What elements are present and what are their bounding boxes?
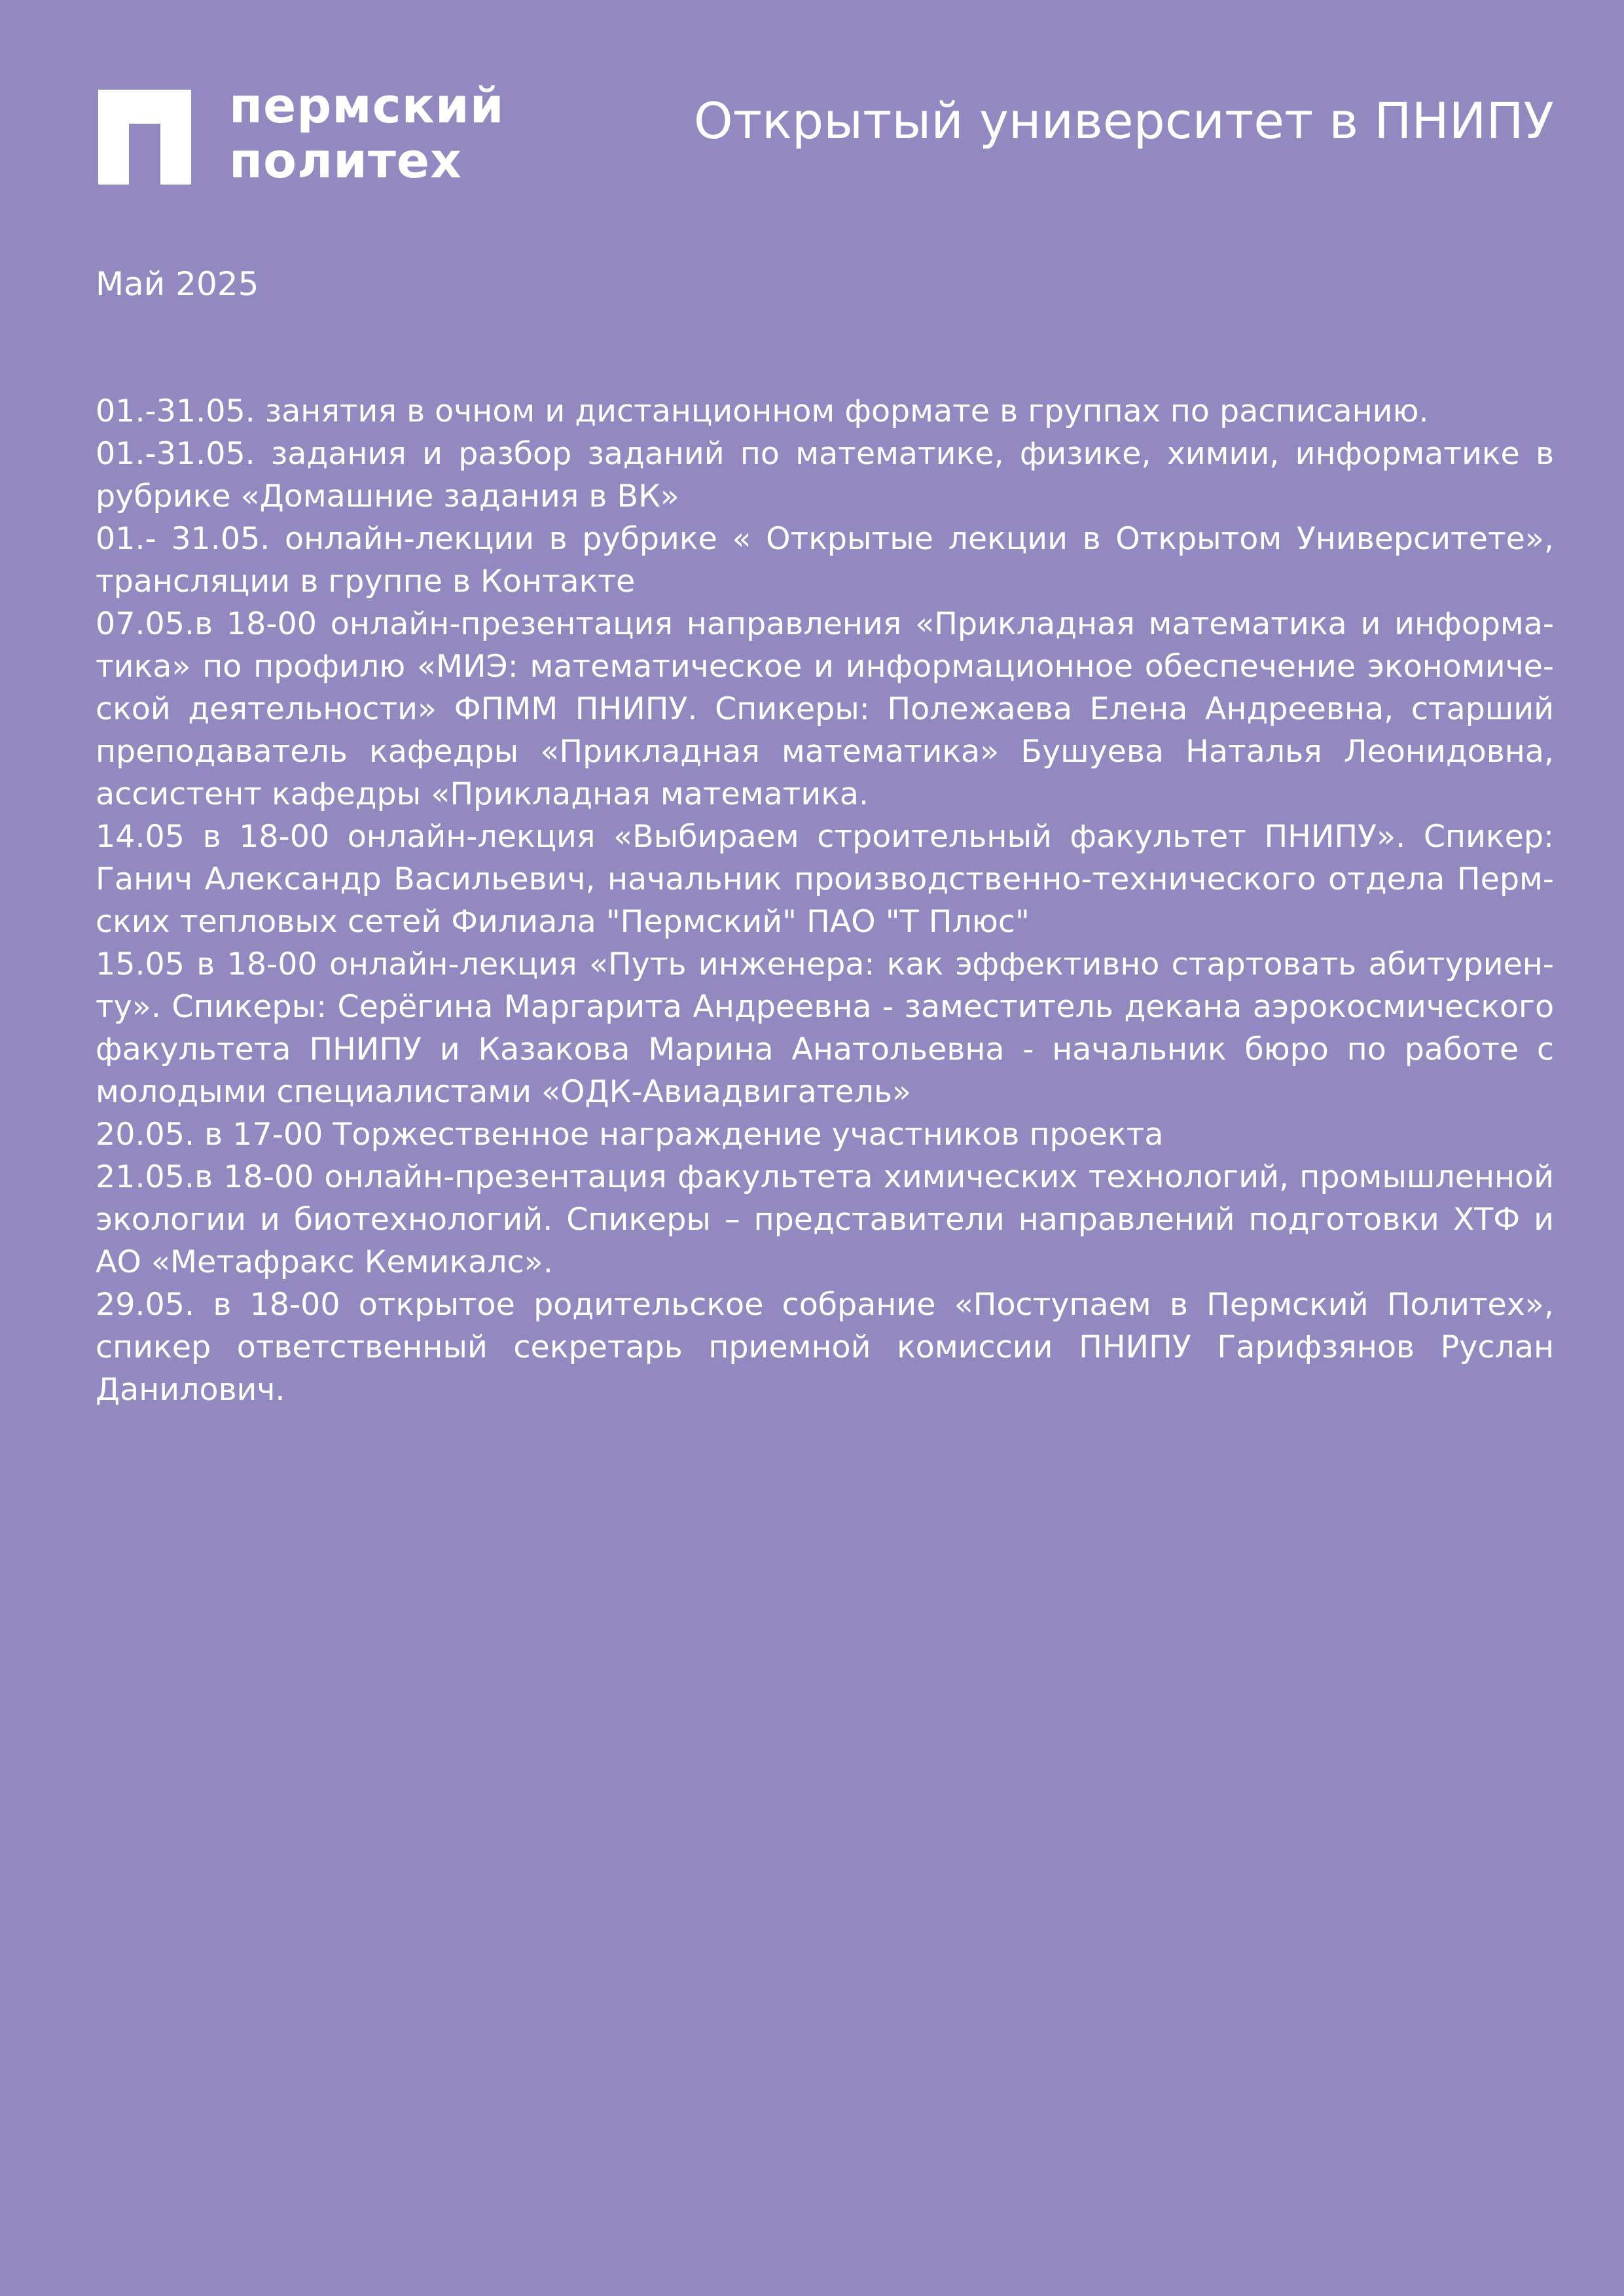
event-item: 20.05. в 17-00 Торжественное награждение участников проекта: [96, 1117, 1164, 1153]
event-item: 01.-31.05. занятия в очном и дистанционном формате в группах по расписанию.: [96, 393, 1429, 429]
event-list: [96, 390, 1554, 1411]
pi-logo-icon: [98, 90, 191, 185]
brand-logo: [98, 78, 505, 189]
event-item: 14.05 в 18-00 онлайн-лекция «Выбираем строительный факультет ПНИПУ». Спикер: Ганич Александр Васильевич, начальник производственно-технического отдела Перм-ских тепловых сетей Филиала "Пермский" ПАО "Т Плюс": [96, 819, 1554, 940]
event-item: 01.- 31.05. онлайн-лекции в рубрике « Открытые лекции в Открытом Университете», трансляции в группе в Контакте: [96, 521, 1554, 600]
page-title: Открытый университет в ПНИПУ: [693, 92, 1554, 150]
brand-name: [229, 79, 505, 188]
event-item: 01.-31.05. задания и разбор заданий по математике, физике, химии, информатике в рубрике «Домашние задания в ВК»: [96, 436, 1554, 514]
brand-line-2: политех: [229, 133, 462, 189]
event-item: 15.05 в 18-00 онлайн-лекция «Путь инженера: как эффективно стартовать абитуриен-ту». Спикеры: Серёгина Маргарита Андреевна - заместитель декана аэрокосмического факультета ПНИПУ и Казакова Марина Анатольевна - начальник бюро по работе с молодыми специалистами «ОДК-Авиадвигатель»: [96, 946, 1554, 1110]
event-item: 07.05.в 18-00 онлайн-презентация направления «Прикладная математика и информа-тика» по профилю «МИЭ: математическое и информационное обеспечение экономиче-ской деятельности» ФПММ ПНИПУ. Спикеры: Полежаева Елена Андреевна, старший преподаватель кафедры «Прикладная математика» Бушуева Наталья Леонидовна, ассистент кафедры «Прикладная математика.: [96, 606, 1554, 812]
event-item: 29.05. в 18-00 открытое родительское собрание «Поступаем в Пермский Политех», спикер ответственный секретарь приемной комиссии ПНИПУ Гарифзянов Руслан Данилович.: [96, 1287, 1554, 1408]
event-item: 21.05.в 18-00 онлайн-презентация факультета химических технологий, промышленной экологии и биотехнологий. Спикеры – представители направлений подготовки ХТФ и АО «Метафракс Кемикалс».: [96, 1159, 1554, 1280]
month-label: Май 2025: [96, 265, 259, 303]
brand-line-1: пермский: [229, 78, 505, 134]
